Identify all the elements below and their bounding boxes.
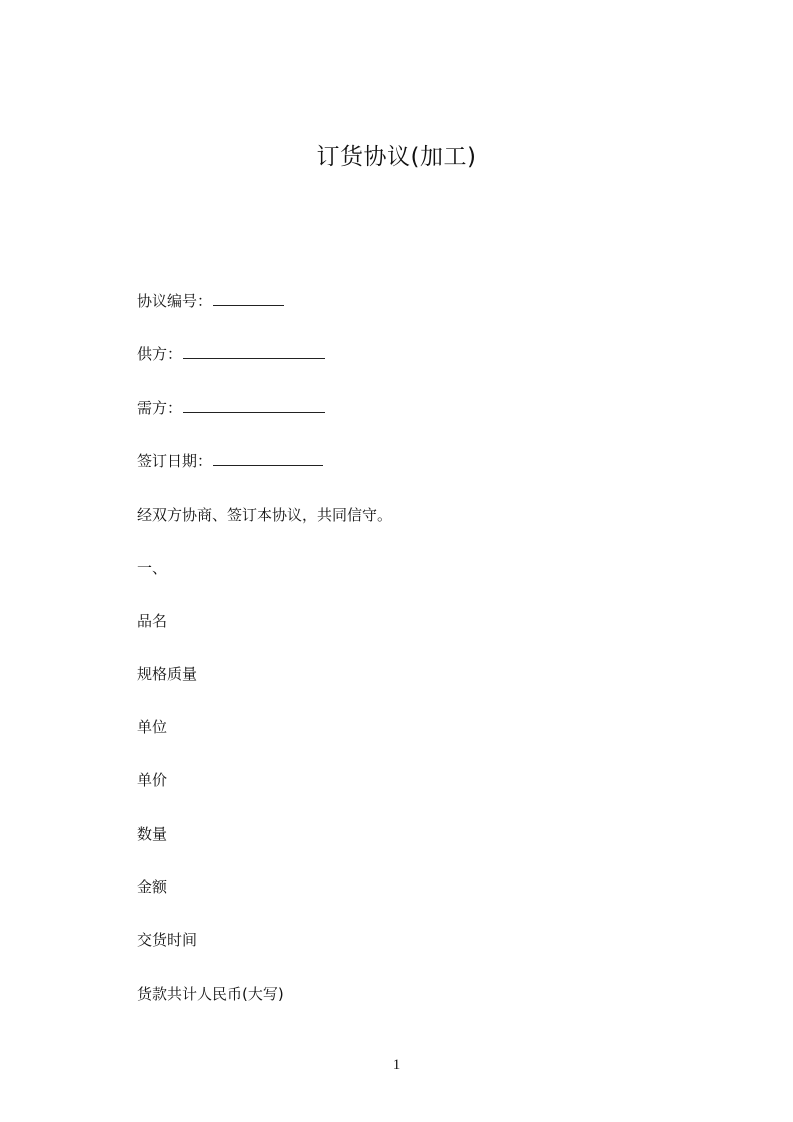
document-title: 订货协议(加工)	[316, 144, 477, 170]
page-number: 1	[392, 1057, 401, 1073]
item-delivery-time: 交货时间	[137, 931, 198, 949]
supplier-label: 供方：	[137, 345, 183, 363]
item-spec-quality: 规格质量	[137, 665, 198, 683]
intro-paragraph: 经双方协商、签订本协议，共同信守。	[137, 506, 393, 524]
buyer-label: 需方：	[137, 399, 183, 417]
item-amount: 金额	[137, 878, 168, 896]
buyer-line	[137, 397, 325, 419]
agreement-number-blank[interactable]	[213, 290, 284, 306]
sign-date-line	[137, 450, 323, 472]
agreement-number-line	[137, 290, 284, 312]
agreement-number-label: 协议编号：	[137, 292, 213, 310]
item-unit: 单位	[137, 718, 168, 736]
sign-date-label: 签订日期：	[137, 452, 213, 470]
supplier-blank[interactable]	[183, 343, 325, 359]
section-one-heading: 一、	[137, 559, 168, 577]
supplier-line	[137, 343, 325, 365]
item-unit-price: 单价	[137, 771, 168, 789]
buyer-blank[interactable]	[183, 397, 325, 413]
item-product-name: 品名	[137, 612, 168, 630]
item-total-rmb: 货款共计人民币(大写)	[137, 985, 284, 1003]
item-quantity: 数量	[137, 825, 168, 843]
sign-date-blank[interactable]	[213, 450, 323, 466]
